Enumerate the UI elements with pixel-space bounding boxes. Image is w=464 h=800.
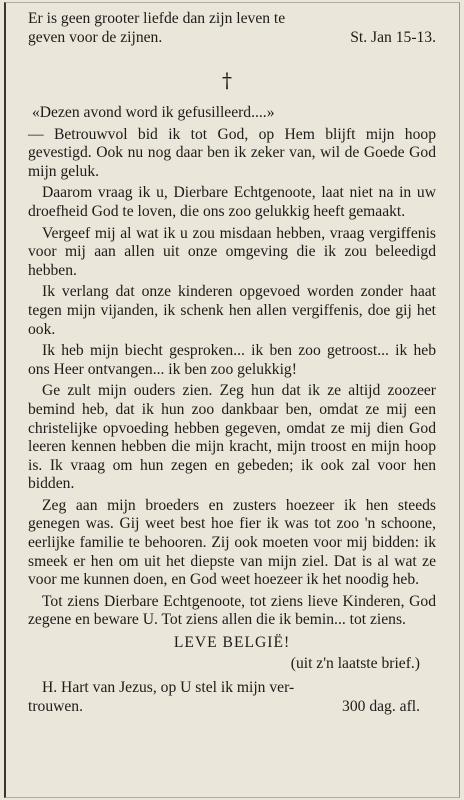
cross-icon: † [222, 68, 232, 92]
prayer-end: trouwen. [28, 697, 83, 715]
letter-paragraph: Zeg aan mijn broeders en zusters hoezeer ik hen steeds genegen was. Gij weet best hoe fier ik was tot zoo 'n schoone, eerlijke familie te behooren. Zij ook moeten voor mij bidden: ik smeek er hen om uit het diepste van mijn ziel. Dat is al wat ze voor me kunnen doen, en God weet hoezeer ik het noodig heb. [28, 496, 436, 589]
scripture-line-1: Er is geen grooter liefde dan zijn leven te [28, 10, 286, 27]
scripture-quote [28, 10, 436, 47]
letter-paragraph: Ik heb mijn biecht gesproken... ik ben zoo getroost... ik heb ons Heer ontvangen... ik ben zoo gelukkig! [28, 342, 436, 378]
letter-paragraph: Vergeef mij al wat ik u zou misdaan hebben, vraag vergiffenis voor mij aan allen uit onze omgeving die ik zou beleedigd hebben. [28, 224, 436, 279]
prayer-line: H. Hart van Jezus, op U stel ik mijn ver- [42, 679, 295, 697]
letter-paragraph: Ge zult mijn ouders zien. Zeg hun dat ik ze altijd zoozeer bemind heb, dat ik hun zoo dankbaar ben, omdat ze mij een christelijke opvoeding hebben gegeven, omdat ze mij dien God leeren kennen hebben die mijn kracht, mijn troost en mijn hoop is. Ik vraag om hun zegen en gebeden; ik ook zal voor hen bidden. [28, 382, 436, 493]
closing-prayer [28, 679, 436, 716]
letter-body [28, 104, 436, 716]
letter-paragraph: Daarom vraag ik u, Dierbare Echtgenoote, laat niet na in uw droefheid God te loven, die ons zoo gelukkig heeft gemaakt. [28, 184, 436, 220]
letter-paragraph: Tot ziens Dierbare Echtgenoote, tot ziens lieve Kinderen, God zegene en beware U. Tot ziens allen die ik bemin... tot ziens. [28, 592, 436, 629]
prayer-last-line [28, 698, 436, 717]
leve-belgie-heading: LEVE BELGIË! [173, 634, 291, 652]
indulgence-note: 300 dag. afl. [342, 697, 420, 715]
letter-opening-quote: «Dezen avond word ik gefusilleerd....» [32, 104, 275, 121]
letter-paragraph: — Betrouwvol bid ik tot God, op Hem blijft mijn hoop gevestigd. Ook nu nog daar ben ik zeker van, wil de Goede God mijn geluk. [28, 125, 436, 180]
source-note: (uit z'n laatste brief.) [290, 654, 420, 672]
scripture-reference: St. Jan 15-13. [350, 28, 436, 46]
letter-paragraph: Ik verlang dat onze kinderen opgevoed worden zonder haat tegen mijn vijanden, ik schenk hen allen vergiffenis, doe gij het ook. [28, 283, 436, 338]
scripture-line-2 [28, 29, 436, 48]
scripture-text-end: geven voor de zijnen. [28, 28, 163, 46]
